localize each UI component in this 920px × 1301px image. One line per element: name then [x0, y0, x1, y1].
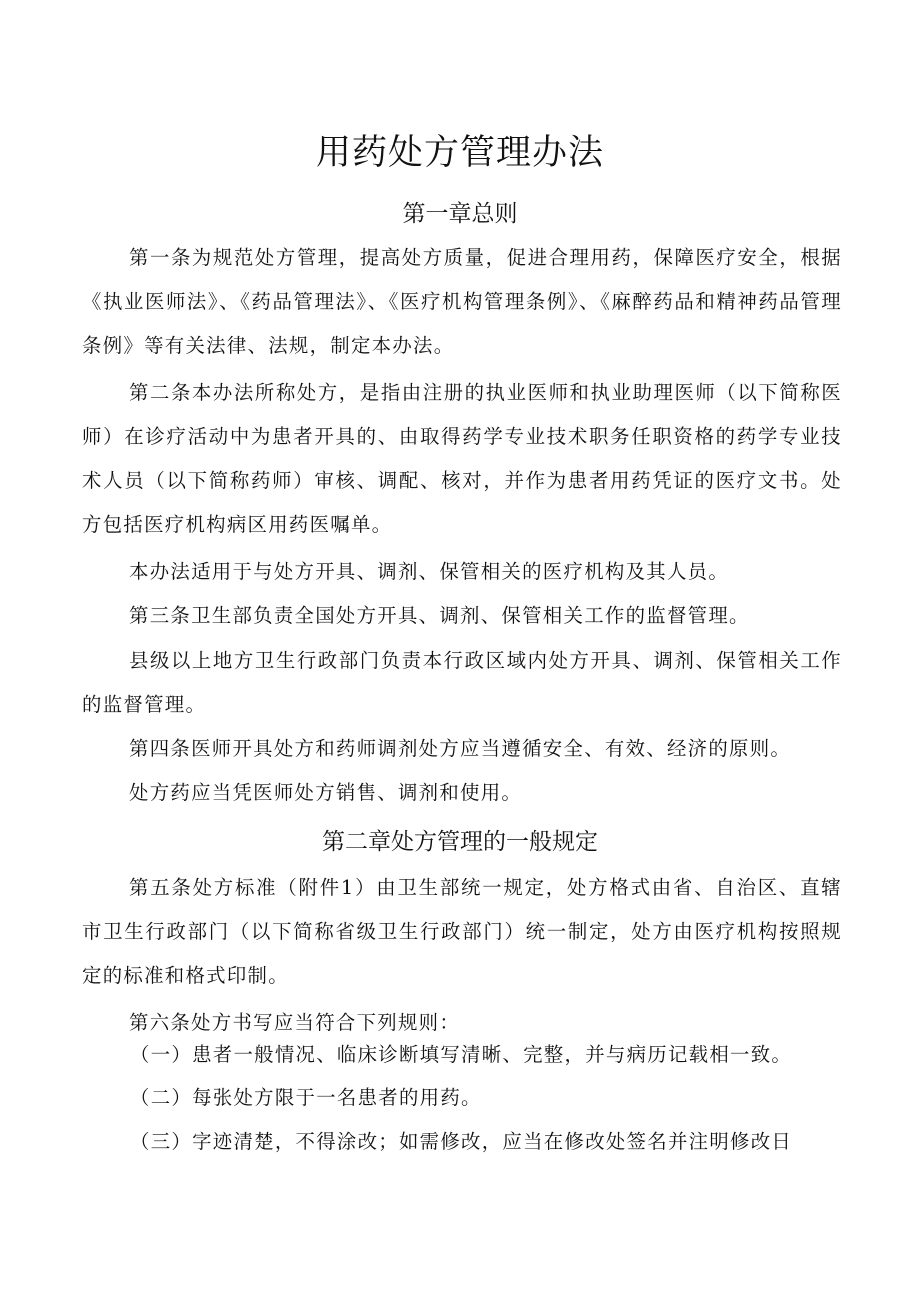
- scope-paragraph: 本办法适用于与处方开具、调剂、保管相关的医疗机构及其人员。: [129, 560, 730, 583]
- rule-item-1: （一）患者一般情况、临床诊断填写清晰、完整，并与病历记载相一致。: [130, 1043, 793, 1066]
- article-6-paragraph: 第六条处方书写应当符合下列规则：: [129, 1011, 461, 1034]
- article-2-paragraph: 第二条本办法所称处方，是指由注册的执业医师和执业助理医师（以下简称医师）在诊疗活动中为患者开具的、由取得药学专业技术职务任职资格的药学专业技术人员（以下简称药师）审核、调配、核对，并作为患者用药凭证的医疗文书。处方包括医疗机构病区用药医嘱单。: [82, 381, 842, 536]
- chapter-2-heading: 第二章处方管理的一般规定: [322, 829, 598, 855]
- rule-item-2: （二）每张处方限于一名患者的用药。: [130, 1086, 482, 1109]
- local-supervision-paragraph: 县级以上地方卫生行政部门负责本行政区域内处方开具、调剂、保管相关工作的监督管理。: [82, 649, 842, 716]
- article-1-paragraph: 第一条为规范处方管理，提高处方质量，促进合理用药，保障医疗安全，根据《执业医师法》、《药品管理法》、《医疗机构管理条例》、《麻醉药品和精神药品管理条例》等有关法律、法规，制定本办法。: [82, 246, 842, 357]
- prescription-drug-paragraph: 处方药应当凭医师处方销售、调剂和使用。: [129, 781, 523, 804]
- chapter-1-heading: 第一章总则: [402, 201, 518, 227]
- article-5-paragraph: 第五条处方标准（附件1）由卫生部统一规定，处方格式由省、自治区、直辖市卫生行政部门（以下简称省级卫生行政部门）统一制定，处方由医疗机构按照规定的标准和格式印制。: [82, 876, 842, 987]
- document-title: 用药处方管理办法: [315, 133, 604, 173]
- rule-item-3: （三）字迹清楚，不得涂改；如需修改，应当在修改处签名并注明修改日: [130, 1130, 793, 1153]
- article-3-paragraph: 第三条卫生部负责全国处方开具、调剂、保管相关工作的监督管理。: [129, 604, 750, 627]
- article-4-paragraph: 第四条医师开具处方和药师调剂处方应当遵循安全、有效、经济的原则。: [129, 737, 792, 760]
